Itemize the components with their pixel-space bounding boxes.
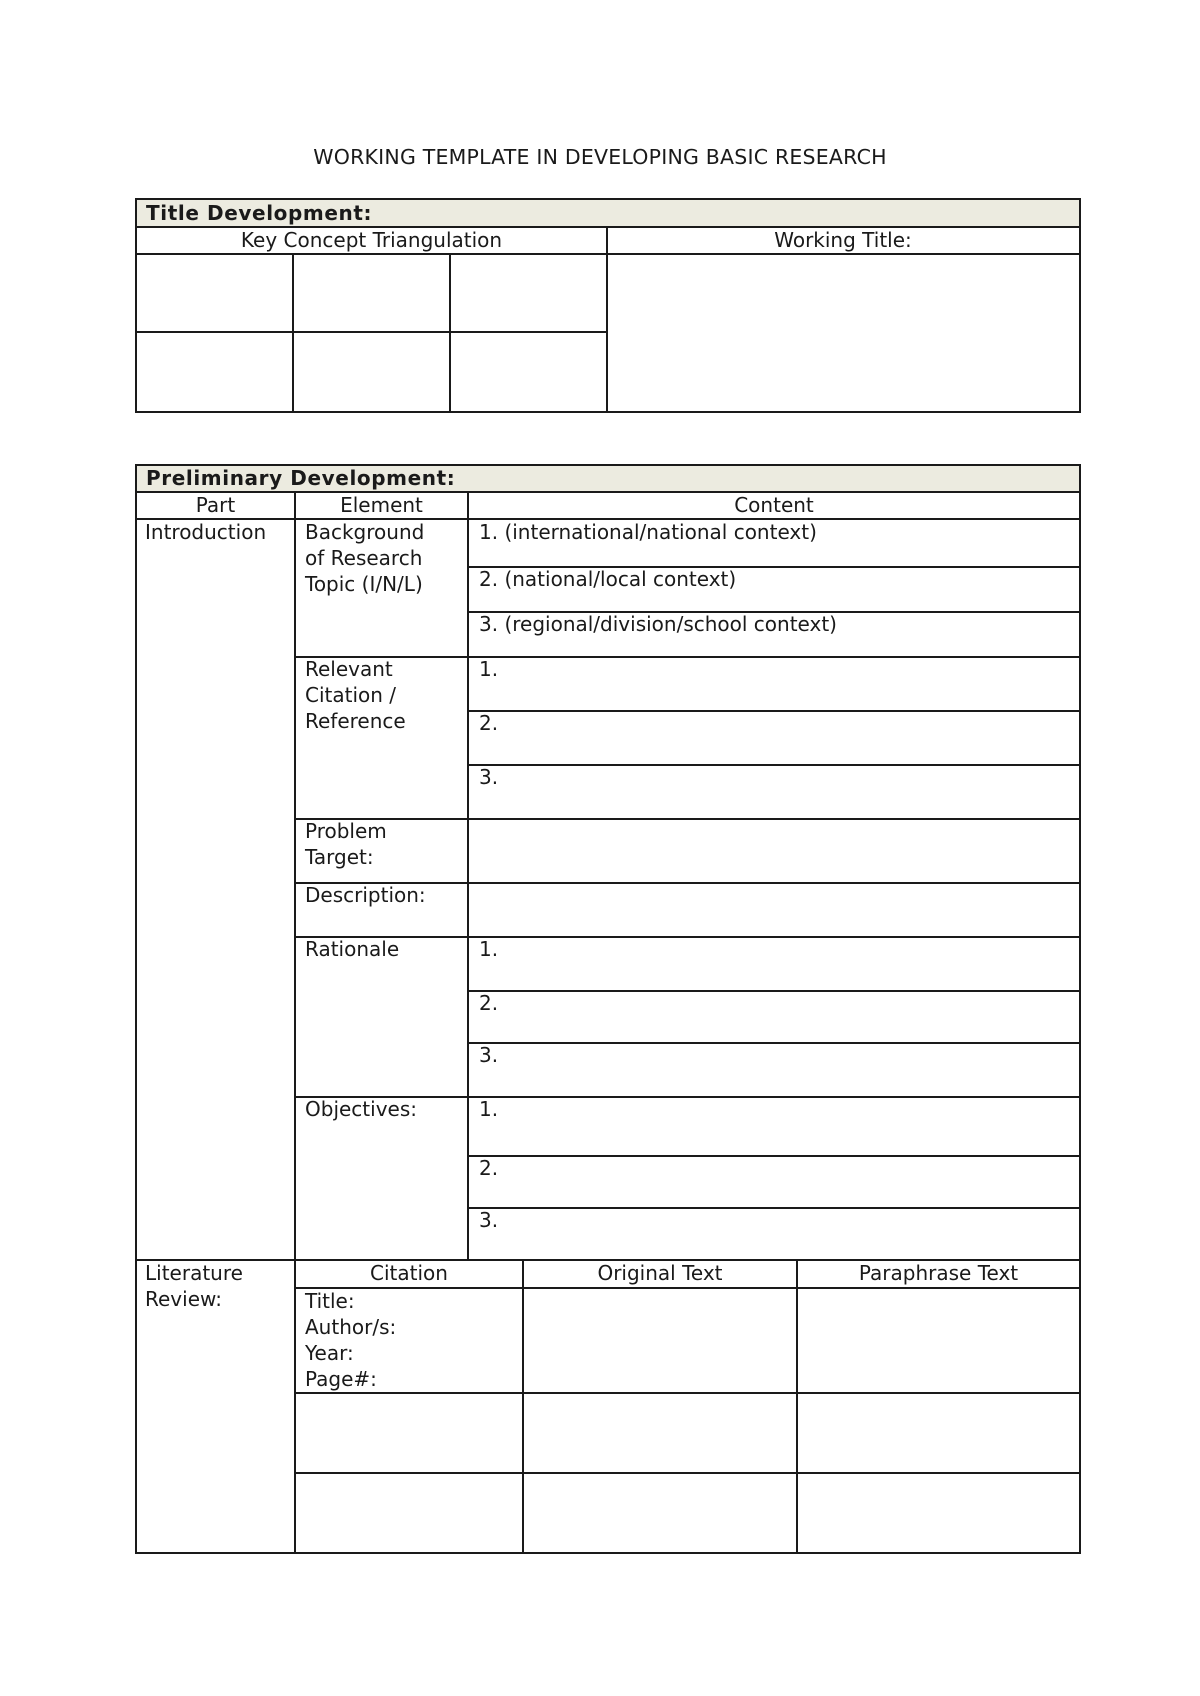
column-element-header: Element: [340, 493, 423, 517]
rationale-item[interactable]: 2.: [479, 991, 499, 1015]
original-text-cell[interactable]: [524, 1394, 796, 1472]
citation-fields[interactable]: Title: Author/s: Year: Page#:: [305, 1289, 397, 1391]
citation-item[interactable]: 2.: [479, 711, 499, 735]
element-citation-label: Relevant Citation / Reference: [305, 657, 406, 733]
element-objectives-label: Objectives:: [305, 1097, 417, 1121]
problem-target-field[interactable]: [469, 820, 1079, 882]
original-text-cell[interactable]: [524, 1289, 796, 1392]
key-concept-cell[interactable]: [294, 255, 449, 331]
citation-cell[interactable]: [296, 1474, 522, 1552]
column-content-header: Content: [734, 493, 814, 517]
column-part-header: Part: [195, 493, 236, 517]
key-concept-cell[interactable]: [451, 255, 606, 331]
paraphrase-text-cell[interactable]: [798, 1394, 1079, 1472]
citation-item[interactable]: 3.: [479, 765, 499, 789]
working-title-field[interactable]: [608, 255, 1079, 411]
element-rationale-label: Rationale: [305, 937, 400, 961]
paraphrase-text-cell[interactable]: [798, 1474, 1079, 1552]
original-text-cell[interactable]: [524, 1474, 796, 1552]
key-concept-cell[interactable]: [137, 255, 292, 331]
citation-cell[interactable]: [296, 1394, 522, 1472]
preliminary-heading: Preliminary Development:: [146, 466, 456, 490]
element-problem-target-label: Problem Target:: [305, 819, 387, 869]
element-description-label: Description:: [305, 883, 426, 907]
background-item[interactable]: 1. (international/national context): [479, 520, 817, 544]
rationale-item[interactable]: 3.: [479, 1043, 499, 1067]
rationale-item[interactable]: 1.: [479, 937, 499, 961]
background-item[interactable]: 3. (regional/division/school context): [479, 612, 837, 636]
key-concept-header: Key Concept Triangulation: [240, 228, 503, 252]
part-introduction-label: Introduction: [145, 520, 267, 544]
background-item[interactable]: 2. (national/local context): [479, 567, 737, 591]
objectives-item[interactable]: 1.: [479, 1097, 499, 1121]
title-development-heading: Title Development:: [146, 201, 373, 225]
part-literature-review-label: Literature Review:: [145, 1261, 243, 1311]
column-paraphrase-text-header: Paraphrase Text: [858, 1261, 1019, 1285]
paraphrase-text-cell[interactable]: [798, 1289, 1079, 1392]
key-concept-cell[interactable]: [451, 333, 606, 411]
document-title: WORKING TEMPLATE IN DEVELOPING BASIC RESEARCH: [313, 145, 887, 169]
citation-item[interactable]: 1.: [479, 657, 499, 681]
working-title-header: Working Title:: [774, 228, 912, 252]
key-concept-cell[interactable]: [294, 333, 449, 411]
column-original-text-header: Original Text: [597, 1261, 723, 1285]
objectives-item[interactable]: 3.: [479, 1208, 499, 1232]
column-citation-header: Citation: [370, 1261, 448, 1285]
key-concept-cell[interactable]: [137, 333, 292, 411]
element-background-label: Background of Research Topic (I/N/L): [305, 520, 425, 596]
description-field[interactable]: [469, 884, 1079, 936]
objectives-item[interactable]: 2.: [479, 1156, 499, 1180]
